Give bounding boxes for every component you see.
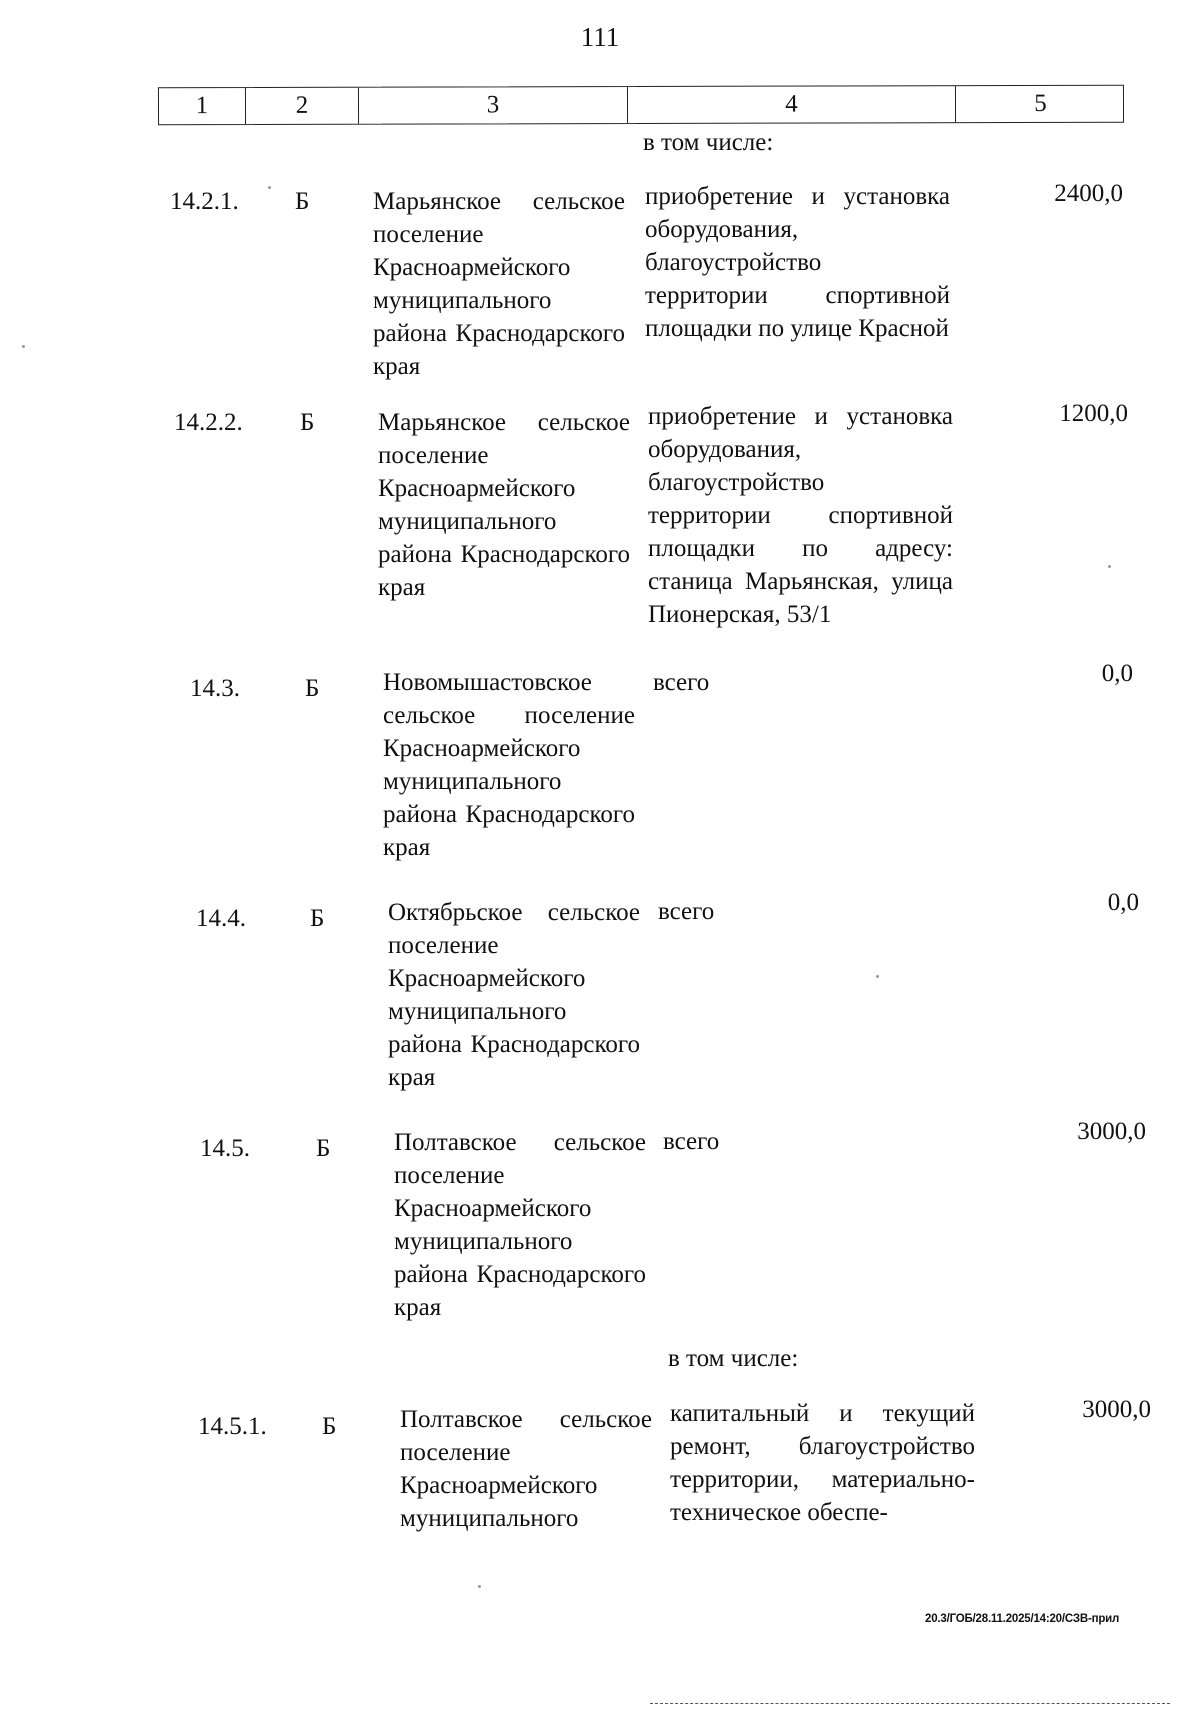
document-stamp: 20.3/ГОБ/28.11.2025/14:20/СЗВ-прил [925,1613,1120,1625]
row-code: 14.5. [200,1135,250,1162]
row-purpose: капитальный и текущий ремонт, благоустройство территории, материально-техническое обеспе- [670,1400,975,1526]
row-type: Б [305,675,320,702]
header-col-3: 3 [359,87,628,124]
header-col-1: 1 [159,88,246,124]
row-amount: 1200,0 [1059,400,1128,427]
scan-speck [1108,565,1111,568]
row-place: Октябрьское сельское поселение Красноармейского муниципального района Краснодарского края [388,899,640,1091]
row-type: Б [310,905,325,932]
row-purpose: приобретение и установка оборудования, благоустройство территории спортивной площадки по улице Красной [645,183,950,342]
column-number-header [158,85,1124,126]
scan-speck [22,345,25,348]
scan-speck [478,1585,481,1588]
row-code: 14.2.1. [170,188,239,215]
header-col-2: 2 [246,88,359,124]
header-col-5: 5 [1034,89,1047,117]
row-place: Марьянское сельское поселение Красноармейского муниципального района Краснодарского края [378,409,630,601]
row-purpose: всего [663,1128,720,1155]
row-amount: 3000,0 [1082,1396,1151,1423]
row-type: Б [300,409,315,436]
row-place: Новомышастовское сельское поселение Красноармейского муниципального района Краснодарского края [383,669,635,861]
row-code: 14.2.2. [174,409,243,436]
row-amount: 0,0 [1107,889,1139,916]
row-amount: 3000,0 [1077,1118,1146,1145]
page-number: 111 [580,22,620,52]
row-code: 14.3. [190,675,240,702]
row-code: 14.5.1. [198,1413,267,1440]
row-type: Б [295,188,310,215]
bottom-dashed-rule [650,1703,1170,1704]
scan-speck [876,975,879,978]
row-type: Б [322,1413,337,1440]
row-type: Б [316,1135,331,1162]
row-place: Полтавское сельское поселение Красноармейского муниципального района Краснодарского края [394,1129,646,1321]
row-code: 14.4. [196,905,246,932]
row-amount: 2400,0 [1054,180,1123,207]
row-purpose: всего [653,669,710,696]
row-amount: 0,0 [1101,660,1133,687]
subheading-including: в том числе: [643,129,774,156]
row-place: Полтавское сельское поселение Красноармейского муниципального [400,1406,652,1532]
row-place: Марьянское сельское поселение Красноармейского муниципального района Краснодарского края [373,188,625,380]
header-col-4: 4 [628,86,956,123]
subheading-including: в том числе: [668,1345,799,1372]
scan-speck [268,186,271,189]
row-purpose: всего [658,898,715,925]
row-purpose: приобретение и установка оборудования, благоустройство территории спортивной площадки по адресу: станица Марьянская, улица Пионерская, 53/1 [648,403,953,628]
